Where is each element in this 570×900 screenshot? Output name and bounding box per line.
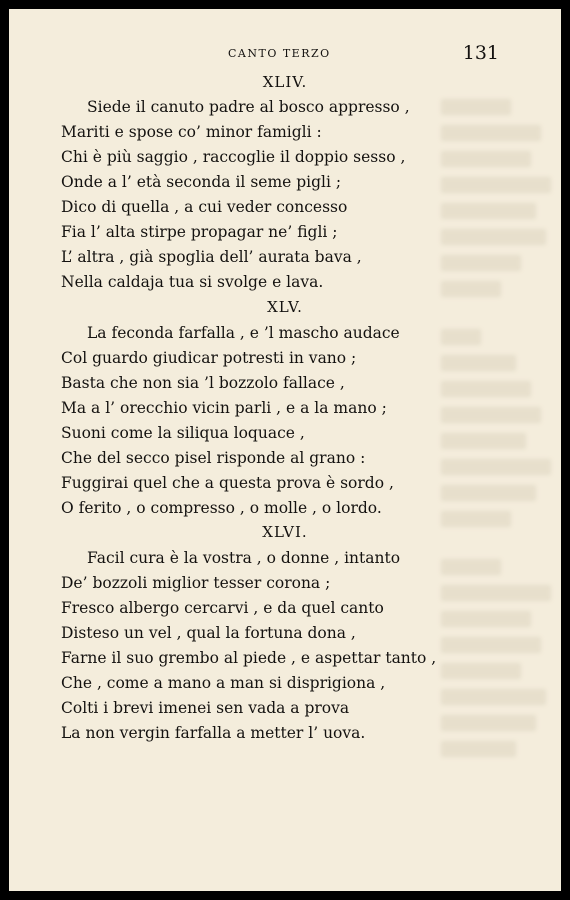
verse-line: L’ altra , già spoglia dell’ aurata bava , xyxy=(61,248,362,266)
stanza-number: XLVI. xyxy=(262,523,308,541)
verse-line: Dico di quella , a cui veder concesso xyxy=(61,198,348,216)
verse-line: Fuggirai quel che a questa prova è sordo , xyxy=(61,474,394,492)
verse-line: O ferito , o compresso , o molle , o lordo. xyxy=(61,499,382,517)
verse-line: Colti i brevi imenei sen vada a prova xyxy=(61,699,350,717)
verse-line: Facil cura è la vostra , o donne , intanto xyxy=(87,549,401,567)
verse-line: La feconda farfalla , e ’l mascho audace xyxy=(87,324,400,342)
verse-line: Suoni come la siliqua loquace , xyxy=(61,424,305,442)
verse-line: Disteso un vel , qual la fortuna dona , xyxy=(61,624,356,642)
verse-line: Che , come a mano a man si disprigiona , xyxy=(61,674,386,692)
verse-line: Fia l’ alta stirpe propagar ne’ figli ; xyxy=(61,223,338,241)
running-head xyxy=(9,42,561,64)
verse-line: Che del secco pisel risponde al grano : xyxy=(61,449,366,467)
verse-line: Ma a l’ orecchio vicin parli , e a la mano ; xyxy=(61,399,387,417)
page-number: 131 xyxy=(462,42,499,64)
verse-line: La non vergin farfalla a metter l’ uova. xyxy=(61,724,366,742)
running-title: CANTO TERZO xyxy=(228,47,331,60)
verse-line: Col guardo giudicar potresti in vano ; xyxy=(61,349,357,367)
show-through-text xyxy=(441,59,561,819)
stanza-number: XLIV. xyxy=(262,73,308,91)
verse-line: Farne il suo grembo al piede , e aspettar tanto , xyxy=(61,649,437,667)
verse-line: Nella caldaja tua si svolge e lava. xyxy=(61,273,324,291)
verse-line: Onde a l’ età seconda il seme pigli ; xyxy=(61,173,342,191)
verse-line: Basta che non sia ’l bozzolo fallace , xyxy=(61,374,345,392)
verse-line: Chi è più saggio , raccoglie il doppio sesso , xyxy=(61,148,406,166)
verse-line: Fresco albergo cercarvi , e da quel canto xyxy=(61,599,384,617)
book-page xyxy=(9,9,561,891)
verse-line: Mariti e spose co’ minor famigli : xyxy=(61,123,322,141)
verse-line: De’ bozzoli miglior tesser corona ; xyxy=(61,574,331,592)
verse-line: Siede il canuto padre al bosco appresso , xyxy=(87,98,410,116)
stanza-number: XLV. xyxy=(267,298,303,316)
